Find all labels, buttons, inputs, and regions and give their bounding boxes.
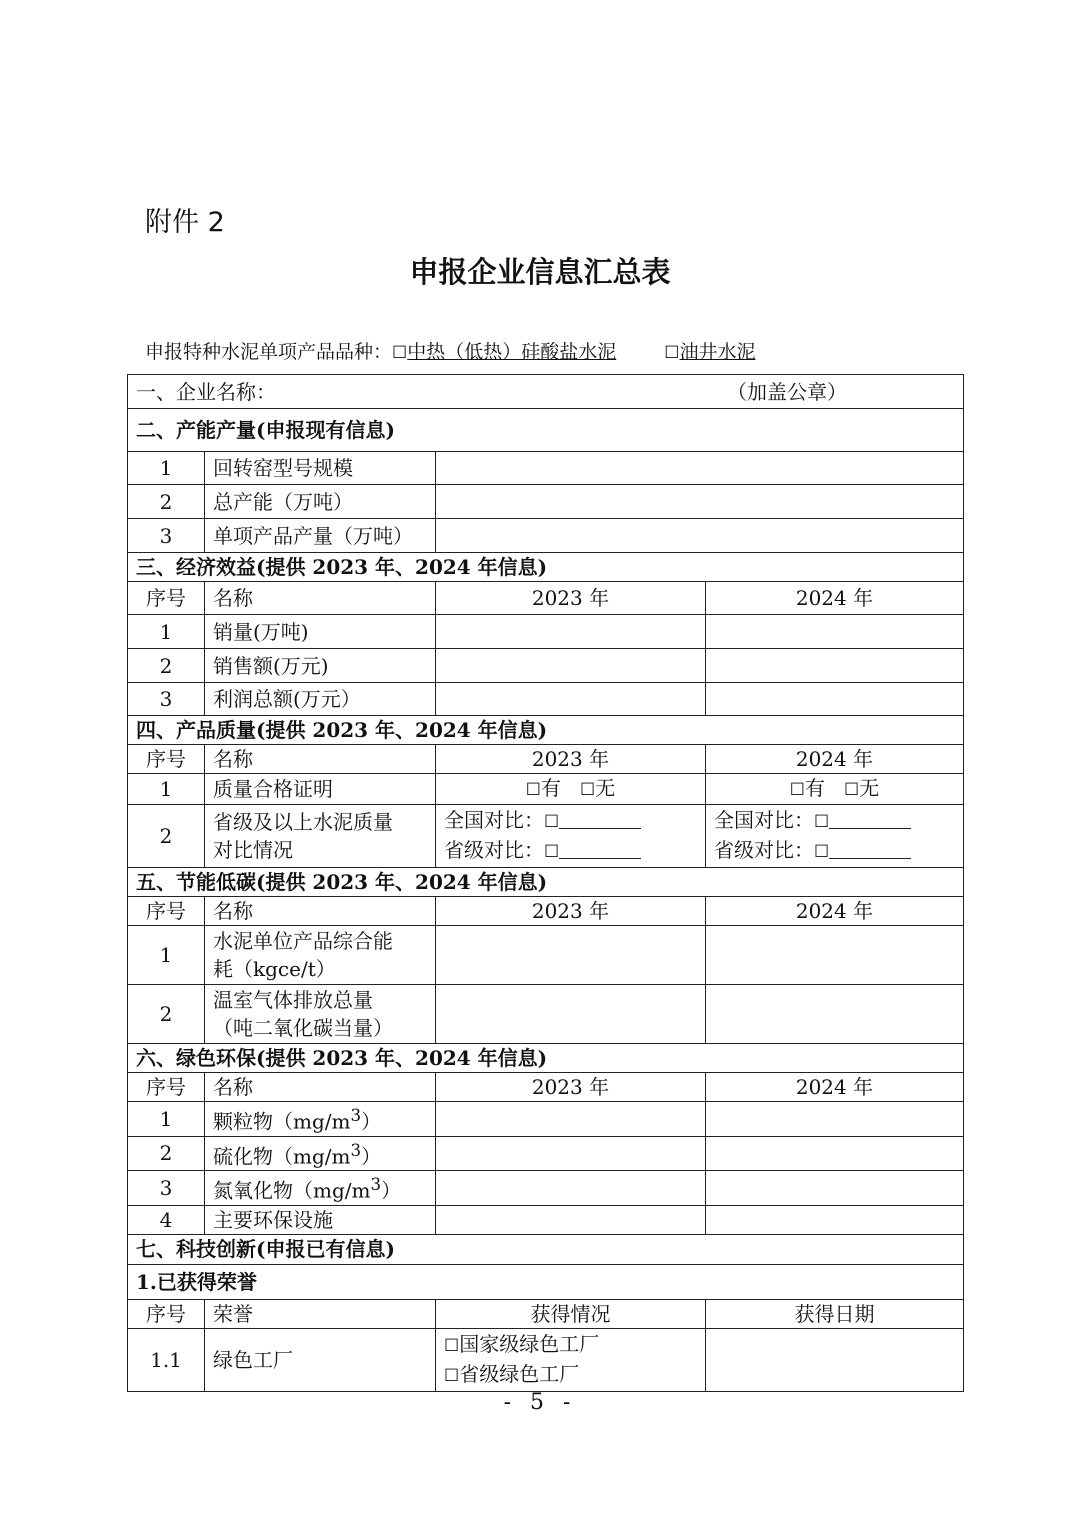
- row-label-line: 对比情况: [213, 838, 293, 862]
- pollutant-label-close: ）: [381, 1178, 402, 1203]
- section-title: 一、企业名称：: [136, 379, 276, 404]
- checkbox-icon[interactable]: ☐: [392, 343, 408, 363]
- row-label-line: 省级及以上水泥质量: [213, 810, 393, 834]
- header-year-2024: 2024 年: [706, 897, 964, 926]
- header-name: 名称: [205, 582, 436, 615]
- header-year-2023: 2023 年: [436, 1073, 706, 1102]
- row-label: [205, 805, 436, 868]
- header-year-2024: 2024 年: [706, 582, 964, 615]
- input-cell[interactable]: [706, 683, 964, 716]
- checkbox-icon[interactable]: ☐: [580, 780, 596, 800]
- subsection-title: 1.已获得荣誉: [128, 1264, 964, 1299]
- input-cell[interactable]: [436, 649, 706, 683]
- option-oil-well-cement: 油井水泥: [679, 341, 756, 363]
- row-number: 2: [128, 985, 205, 1044]
- checkbox-icon[interactable]: ☐: [844, 780, 860, 800]
- row-label: 单项产品产量（万吨）: [205, 519, 436, 553]
- header-name: 名称: [205, 745, 436, 774]
- input-cell[interactable]: [706, 1205, 964, 1234]
- row-label: [205, 1136, 436, 1171]
- row-label: 回转窑型号规模: [205, 452, 436, 485]
- header-no: 序号: [128, 745, 205, 774]
- option-no: 无: [859, 776, 880, 800]
- input-cell[interactable]: [436, 615, 706, 649]
- pollutant-label-close: ）: [361, 1144, 382, 1169]
- row-label-line: （吨二氧化碳当量）: [213, 1016, 393, 1040]
- checkbox-icon[interactable]: ☐: [544, 842, 560, 862]
- section-title: 五、节能低碳(提供 2023 年、2024 年信息): [128, 868, 964, 897]
- header-no: 序号: [128, 1073, 205, 1102]
- input-cell[interactable]: [706, 1171, 964, 1206]
- attachment-label: 附件 2: [145, 207, 225, 238]
- row-label: 主要环保设施: [205, 1205, 436, 1234]
- checkbox-icon[interactable]: ☐: [664, 343, 680, 363]
- input-cell[interactable]: [706, 615, 964, 649]
- input-cell[interactable]: [706, 926, 964, 985]
- option-moderate-heat-cement: 中热（低热）硅酸盐水泥: [407, 341, 617, 363]
- section-title: 三、经济效益(提供 2023 年、2024 年信息): [128, 553, 964, 582]
- header-name: 名称: [205, 1073, 436, 1102]
- header-year-2024: 2024 年: [706, 1073, 964, 1102]
- input-cell[interactable]: [436, 1102, 706, 1137]
- row-label: 销售额(万元): [205, 649, 436, 683]
- input-cell[interactable]: [436, 519, 964, 553]
- section-enterprise-name: [128, 375, 964, 409]
- checkbox-icon[interactable]: ☐: [444, 1365, 460, 1386]
- pollutant-label: 硫化物（mg/m: [213, 1144, 351, 1169]
- checkbox-icon[interactable]: ☐: [525, 780, 541, 800]
- input-cell[interactable]: [706, 985, 964, 1044]
- checkbox-icon[interactable]: ☐: [444, 1335, 460, 1356]
- row-label-line: 水泥单位产品综合能: [213, 929, 393, 953]
- input-cell[interactable]: [436, 485, 964, 519]
- option-no: 无: [595, 776, 616, 800]
- row-number: 4: [128, 1205, 205, 1234]
- row-number: 3: [128, 683, 205, 716]
- row-number: 2: [128, 805, 205, 868]
- input-cell[interactable]: [436, 985, 706, 1044]
- seal-note: （加盖公章）: [727, 379, 847, 404]
- checkbox-icon[interactable]: ☐: [544, 812, 560, 832]
- product-type-line: [145, 337, 756, 364]
- row-label-line: 耗（kgce/t）: [213, 957, 336, 981]
- row-number: 1: [128, 926, 205, 985]
- header-date: 获得日期: [706, 1299, 964, 1328]
- row-label: [205, 1171, 436, 1206]
- input-cell[interactable]: [706, 1102, 964, 1137]
- green-factory-options: [436, 1328, 706, 1391]
- row-number: 1: [128, 774, 205, 805]
- checkbox-icon[interactable]: ☐: [789, 780, 805, 800]
- row-number: 2: [128, 1136, 205, 1171]
- input-cell[interactable]: [436, 1136, 706, 1171]
- header-status: 获得情况: [436, 1299, 706, 1328]
- blank-line[interactable]: [559, 840, 641, 859]
- header-year-2023: 2023 年: [436, 582, 706, 615]
- input-cell[interactable]: [436, 683, 706, 716]
- row-label: [205, 926, 436, 985]
- provincial-comparison-label: 省级对比：: [444, 838, 544, 862]
- option-yes: 有: [804, 776, 825, 800]
- qualification-choice-2024: [706, 774, 964, 805]
- header-year-2023: 2023 年: [436, 897, 706, 926]
- row-number: 2: [128, 485, 205, 519]
- section-title: 四、产品质量(提供 2023 年、2024 年信息): [128, 716, 964, 745]
- pollutant-label: 氮氧化物（mg/m: [213, 1178, 371, 1203]
- section-title: 七、科技创新(申报已有信息): [128, 1234, 964, 1264]
- row-label: [205, 1102, 436, 1137]
- pollutant-label: 颗粒物（mg/m: [213, 1109, 351, 1134]
- checkbox-icon[interactable]: ☐: [814, 842, 830, 862]
- product-type-label: 申报特种水泥单项产品品种：: [145, 341, 393, 363]
- page-number: - 5 -: [503, 1390, 577, 1415]
- provincial-comparison-label: 省级对比：: [714, 838, 814, 862]
- row-number: 1: [128, 452, 205, 485]
- option-national-green-factory: 国家级绿色工厂: [459, 1331, 600, 1356]
- input-cell[interactable]: [706, 1328, 964, 1391]
- input-cell[interactable]: [436, 926, 706, 985]
- row-number: 1: [128, 1102, 205, 1137]
- blank-line[interactable]: [829, 810, 911, 829]
- comparison-cell-2024: [706, 805, 964, 868]
- comparison-cell-2023: [436, 805, 706, 868]
- blank-line[interactable]: [559, 810, 641, 829]
- section-title: 六、绿色环保(提供 2023 年、2024 年信息): [128, 1044, 964, 1073]
- unit-superscript: 3: [350, 1106, 362, 1125]
- enterprise-info-table: [127, 374, 964, 1392]
- row-number: 3: [128, 519, 205, 553]
- header-no: 序号: [128, 1299, 205, 1328]
- national-comparison-label: 全国对比：: [714, 808, 814, 832]
- option-provincial-green-factory: 省级绿色工厂: [459, 1361, 580, 1386]
- input-cell[interactable]: [436, 1205, 706, 1234]
- row-label: [205, 985, 436, 1044]
- unit-superscript: 3: [370, 1175, 382, 1195]
- checkbox-icon[interactable]: ☐: [814, 812, 830, 832]
- row-label: 绿色工厂: [205, 1328, 436, 1391]
- header-no: 序号: [128, 582, 205, 615]
- unit-superscript: 3: [350, 1140, 362, 1160]
- national-comparison-label: 全国对比：: [444, 808, 544, 832]
- input-cell[interactable]: [706, 1136, 964, 1171]
- qualification-choice-2023: [436, 774, 706, 805]
- section-title: 二、产能产量(申报现有信息): [128, 409, 964, 452]
- row-number: 2: [128, 649, 205, 683]
- row-number: 1: [128, 615, 205, 649]
- row-number: 1.1: [128, 1328, 205, 1391]
- row-label: 销量(万吨): [205, 615, 436, 649]
- row-number: 3: [128, 1171, 205, 1206]
- pollutant-label-close: ）: [361, 1109, 382, 1134]
- option-yes: 有: [540, 776, 561, 800]
- row-label: 利润总额(万元）: [205, 683, 436, 716]
- header-year-2024: 2024 年: [706, 745, 964, 774]
- input-cell[interactable]: [436, 1171, 706, 1206]
- header-year-2023: 2023 年: [436, 745, 706, 774]
- row-label: 总产能（万吨）: [205, 485, 436, 519]
- input-cell[interactable]: [436, 452, 964, 485]
- blank-line[interactable]: [829, 840, 911, 859]
- row-label-line: 温室气体排放总量: [213, 988, 373, 1012]
- header-name: 名称: [205, 897, 436, 926]
- page-title: 申报企业信息汇总表: [409, 255, 671, 289]
- header-honor: 荣誉: [205, 1299, 436, 1328]
- row-label: 质量合格证明: [205, 774, 436, 805]
- input-cell[interactable]: [706, 649, 964, 683]
- header-no: 序号: [128, 897, 205, 926]
